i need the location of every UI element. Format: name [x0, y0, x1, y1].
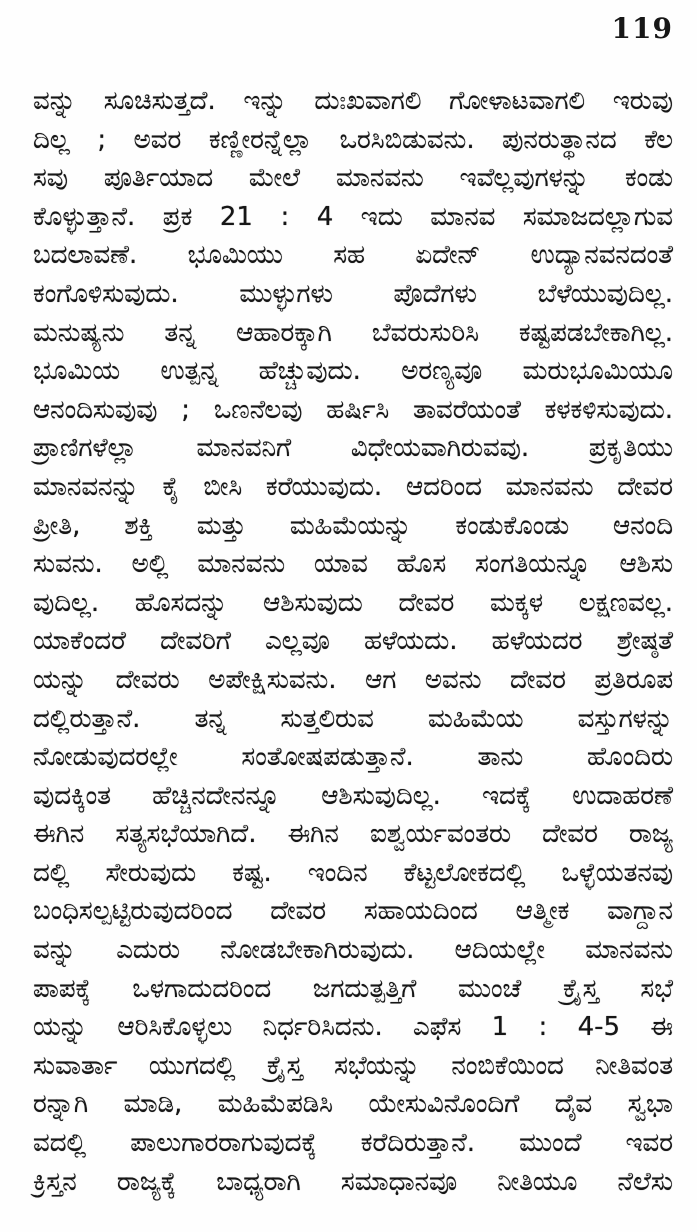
text-line: ಯಾಕೆಂದರೆ ದೇವರಿಗೆ ಎಲ್ಲವೂ ಹಳೆಯದು. ಹಳೆಯದರ ಶ್ರೇಷ್ಠತೆ	[33, 626, 673, 657]
text-line: ಸವು ಪೂರ್ತಿಯಾದ ಮೇಲೆ ಮಾನವನು ಇವೆಲ್ಲವುಗಳನ್ನು ಕಂಡು	[33, 163, 673, 194]
text-line: ವದಲ್ಲಿ ಪಾಲುಗಾರರಾಗುವುದಕ್ಕೆ ಕರೆದಿರುತ್ತಾನೆ. ಮುಂದೆ ಇವರ	[33, 1128, 673, 1159]
text-line: ನೋಡುವುದರಲ್ಲೇ ಸಂತೋಷಪಡುತ್ತಾನೆ. ತಾನು ಹೊಂದಿರು	[33, 742, 673, 773]
text-line: ಮಾನವನನ್ನು ಕೈ ಬೀಸಿ ಕರೆಯುವುದು. ಆದರಿಂದ ಮಾನವನು ದೇವರ	[33, 471, 673, 502]
text-line: ವುದಕ್ಕಿಂತ ಹೆಚ್ಚಿನದೇನನ್ನೂ ಆಶಿಸುವುದಿಲ್ಲ. ಇದಕ್ಕೆ ಉದಾಹರಣೆ	[33, 780, 673, 811]
text-line: ಪ್ರಾಣಿಗಳೆಲ್ಲಾ ಮಾನವನಿಗೆ ವಿಧೇಯವಾಗಿರುವವು. ಪ್ರಕೃತಿಯು	[33, 433, 673, 464]
text-line: ವನ್ನು ಎದುರು ನೋಡಬೇಕಾಗಿರುವುದು. ಆದಿಯಲ್ಲೇ ಮಾನವನು	[33, 935, 673, 966]
text-line: ಬಂಧಿಸಲ್ಪಟ್ಟಿರುವುದರಿಂದ ದೇವರ ಸಹಾಯದಿಂದ ಆತ್ಮೀಕ ವಾಗ್ದಾನ	[33, 896, 673, 927]
text-line: ವನ್ನು ಸೂಚಿಸುತ್ತದೆ. ಇನ್ನು ದುಃಖವಾಗಲಿ ಗೋಳಾಟವಾಗಲಿ ಇರುವು	[33, 86, 673, 116]
text-line: ವುದಿಲ್ಲ. ಹೊಸದನ್ನು ಆಶಿಸುವುದು ದೇವರ ಮಕ್ಕಳ ಲಕ್ಷಣವಲ್ಲ.	[33, 587, 673, 618]
text-line: ಯನ್ನು ಆರಿಸಿಕೊಳ್ಳಲು ನಿರ್ಧರಿಸಿದನು. ಎಫೆಸ 1 : 4-5 ಈ	[33, 1012, 673, 1043]
text-line: ದಲ್ಲಿರುತ್ತಾನೆ. ತನ್ನ ಸುತ್ತಲಿರುವ ಮಹಿಮೆಯ ವಸ್ತುಗಳನ್ನು	[33, 703, 673, 734]
text-line: ಮನುಷ್ಯನು ತನ್ನ ಆಹಾರಕ್ಕಾಗಿ ಬೆವರುಸುರಿಸಿ ಕಷ್ಟಪಡಬೇಕಾಗಿಲ್ಲ.	[33, 317, 673, 348]
text-line: ಸುವಾರ್ತಾ ಯುಗದಲ್ಲಿ ಕ್ರೈಸ್ತ ಸಭೆಯನ್ನು ನಂಬಿಕೆಯಿಂದ ನೀತಿವಂತ	[33, 1050, 673, 1081]
text-line: ರನ್ನಾಗಿ ಮಾಡಿ, ಮಹಿಮೆಪಡಿಸಿ ಯೇಸುವಿನೊಂದಿಗೆ ದೈವ ಸ್ವಭಾ	[33, 1089, 673, 1120]
body-text	[33, 82, 673, 1201]
text-line: ಕಂಗೊಳಿಸುವುದು. ಮುಳ್ಳುಗಳು ಪೊದೆಗಳು ಬೆಳೆಯುವುದಿಲ್ಲ.	[33, 278, 673, 309]
text-line: ದಿಲ್ಲ ; ಅವರ ಕಣ್ಣೀರನ್ನೆಲ್ಲಾ ಒರಸಿಬಿಡುವನು. ಪುನರುತ್ಥಾನದ ಕೆಲ	[33, 124, 673, 155]
text-line: ಪ್ರೀತಿ, ಶಕ್ತಿ ಮತ್ತು ಮಹಿಮೆಯನ್ನು ಕಂಡುಕೊಂಡು ಆನಂದಿ	[33, 510, 673, 541]
page-number: 119	[611, 12, 673, 45]
text-line: ಈಗಿನ ಸತ್ಯಸಭೆಯಾಗಿದೆ. ಈಗಿನ ಐಶ್ವರ್ಯವಂತರು ದೇವರ ರಾಜ್ಯ	[33, 819, 673, 850]
text-line: ಭೂಮಿಯ ಉತ್ಪನ್ನ ಹೆಚ್ಚುವುದು. ಅರಣ್ಯವೂ ಮರುಭೂಮಿಯೂ	[33, 356, 673, 387]
text-line: ಸುವನು. ಅಲ್ಲಿ ಮಾನವನು ಯಾವ ಹೊಸ ಸಂಗತಿಯನ್ನೂ ಆಶಿಸು	[33, 549, 673, 580]
text-line: ಬದಲಾವಣೆ. ಭೂಮಿಯು ಸಹ ಏದೇನ್ ಉದ್ಯಾನವನದಂತೆ	[33, 240, 673, 271]
text-line: ಯನ್ನು ದೇವರು ಅಪೇಕ್ಷಿಸುವನು. ಆಗ ಅವನು ದೇವರ ಪ್ರತಿರೂಪ	[33, 664, 673, 695]
text-line: ಕ್ರಿಸ್ತನ ರಾಜ್ಯಕ್ಕೆ ಬಾಧ್ಯರಾಗಿ ಸಮಾಧಾನವೂ ನೀತಿಯೂ ನೆಲೆಸು	[33, 1166, 673, 1197]
text-line: ಕೊಳ್ಳುತ್ತಾನೆ. ಪ್ರಕ 21 : 4 ಇದು ಮಾನವ ಸಮಾಜದಲ್ಲಾಗುವ	[33, 201, 673, 232]
text-line: ಪಾಪಕ್ಕೆ ಒಳಗಾದುದರಿಂದ ಜಗದುತ್ಪತ್ತಿಗೆ ಮುಂಚೆ ಕ್ರೈಸ್ತ ಸಭೆ	[33, 973, 673, 1004]
text-line: ಆನಂದಿಸುವುವು ; ಒಣನೆಲವು ಹರ್ಷಿಸಿ ತಾವರೆಯಂತೆ ಕಳಕಳಿಸುವುದು.	[33, 394, 673, 425]
text-line: ದಲ್ಲಿ ಸೇರುವುದು ಕಷ್ಟ. ಇಂದಿನ ಕೆಟ್ಟಲೋಕದಲ್ಲಿ ಒಳ್ಳೆಯತನವು	[33, 857, 673, 888]
